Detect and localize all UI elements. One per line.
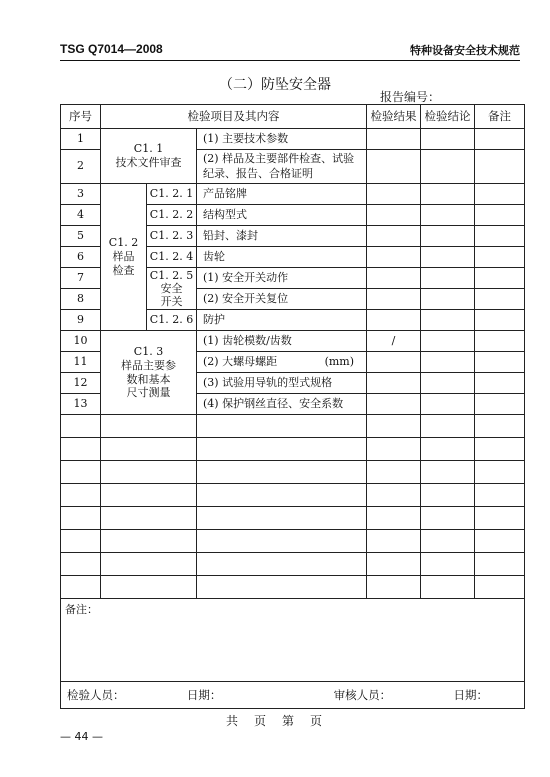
remark-cell[interactable] [475,205,525,226]
conclusion-cell[interactable] [421,268,475,289]
row-number: 1 [61,129,101,150]
col-header-result: 检验结果 [367,105,421,129]
standard-code: TSG Q7014—2008 [60,42,163,56]
group-label: C1. 3 样品主要参 数和基本 尺寸测量 [101,331,197,415]
item-text: 齿轮 [197,247,367,268]
remark-cell[interactable] [475,150,525,184]
result-cell[interactable] [367,394,421,415]
page-count: 共 页 第 页 [225,714,324,728]
table-row [61,331,525,352]
report-number-label: 报告编号： [380,90,441,104]
blank-row [61,530,525,553]
col-header-conclusion: 检验结论 [421,105,475,129]
row-number: 7 [61,268,101,289]
row-number: 3 [61,184,101,205]
result-cell[interactable] [367,247,421,268]
item-text: (2) 安全开关复位 [197,289,367,310]
sub-code: C1. 2. 1 [147,184,197,205]
inspection-table [60,104,525,709]
spec-category: 特种设备安全技术规范 [410,44,520,57]
table-row [61,184,525,205]
notes-row [61,599,525,682]
remark-cell[interactable] [475,310,525,331]
item-text [197,352,367,373]
col-header-number: 序号 [61,105,101,129]
blank-row [61,438,525,461]
result-cell[interactable] [367,129,421,150]
item-text: 铅封、漆封 [197,226,367,247]
remark-cell[interactable] [475,247,525,268]
item-text: (3) 试验用导轨的型式规格 [197,373,367,394]
conclusion-cell[interactable] [421,184,475,205]
unit-label: (mm) [324,354,355,368]
conclusion-cell[interactable] [421,310,475,331]
notes-label: 备注： [65,603,98,616]
notes-field[interactable] [61,599,525,682]
inspector-date-label: 日期： [186,687,222,702]
blank-row [61,415,525,438]
item-text-label: (2) 大螺母螺距 [203,354,278,368]
row-number: 11 [61,352,101,373]
remark-cell[interactable] [475,352,525,373]
conclusion-cell[interactable] [421,226,475,247]
item-text: (1) 主要技术参数 [197,129,367,150]
header-divider [60,60,520,61]
remark-cell[interactable] [475,394,525,415]
result-cell[interactable] [367,352,421,373]
conclusion-cell[interactable] [421,394,475,415]
inspector-label: 检验人员： [67,687,125,702]
result-cell[interactable] [367,205,421,226]
conclusion-cell[interactable] [421,150,475,184]
item-text: 产品铭牌 [197,184,367,205]
reviewer-date-label: 日期： [453,687,488,702]
col-header-remark: 备注 [475,105,525,129]
remark-cell[interactable] [475,184,525,205]
sub-code: C1. 2. 4 [147,247,197,268]
remark-cell[interactable] [475,226,525,247]
row-number: 2 [61,150,101,184]
blank-row [61,507,525,530]
col-header-item: 检验项目及其内容 [101,105,367,129]
conclusion-cell[interactable] [421,289,475,310]
result-cell[interactable] [367,268,421,289]
conclusion-cell[interactable] [421,129,475,150]
result-cell[interactable] [367,310,421,331]
item-text: 结构型式 [197,205,367,226]
conclusion-cell[interactable] [421,331,475,352]
row-number: 8 [61,289,101,310]
sub-code: C1. 2. 6 [147,310,197,331]
conclusion-cell[interactable] [421,352,475,373]
row-number: 5 [61,226,101,247]
row-number: 9 [61,310,101,331]
result-cell[interactable] [367,373,421,394]
blank-row [61,576,525,599]
signature-cell [61,682,525,709]
group-label: C1. 1 技术文件审查 [101,129,197,184]
table-row [61,129,525,150]
item-text: 防护 [197,310,367,331]
item-text: (2) 样品及主要部件检查、试验纪录、报告、合格证明 [197,150,367,184]
reviewer-label: 审核人员： [333,687,392,702]
blank-row [61,484,525,507]
blank-row [61,553,525,576]
sub-code: C1. 2. 2 [147,205,197,226]
conclusion-cell[interactable] [421,373,475,394]
remark-cell[interactable] [475,331,525,352]
conclusion-cell[interactable] [421,205,475,226]
item-text: (1) 安全开关动作 [197,268,367,289]
row-number: 12 [61,373,101,394]
item-text: (4) 保护钢丝直径、安全系数 [197,394,367,415]
result-cell[interactable] [367,289,421,310]
row-number: 13 [61,394,101,415]
remark-cell[interactable] [475,289,525,310]
item-text: (1) 齿轮模数/齿数 [197,331,367,352]
row-number: 6 [61,247,101,268]
page-number: — 44 — [60,730,103,743]
conclusion-cell[interactable] [421,247,475,268]
row-number: 4 [61,205,101,226]
remark-cell[interactable] [475,129,525,150]
blank-row [61,461,525,484]
result-cell[interactable] [367,226,421,247]
row-number: 10 [61,331,101,352]
result-cell[interactable] [367,184,421,205]
group-label: C1. 2 样品 检查 [101,184,147,331]
remark-cell[interactable] [475,268,525,289]
table-header-row [61,105,525,129]
sub-code: C1. 2. 3 [147,226,197,247]
result-cell[interactable]: / [367,331,421,352]
page-title: （二）防坠安全器 [219,77,331,93]
remark-cell[interactable] [475,373,525,394]
result-cell[interactable] [367,150,421,184]
sub-code: C1. 2. 5 安全 开关 [147,268,197,310]
signature-row [61,682,525,709]
